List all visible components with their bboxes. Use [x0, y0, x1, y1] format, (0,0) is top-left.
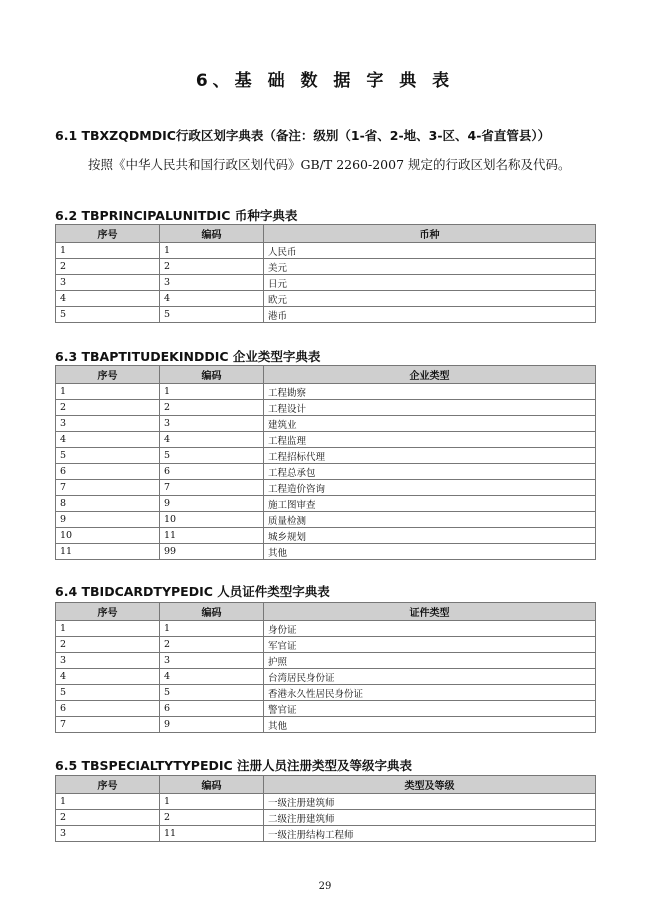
table-cell: 4 — [56, 669, 160, 685]
table-cell: 6 — [160, 701, 264, 717]
table-cell: 日元 — [264, 275, 596, 291]
table-cell: 3 — [56, 275, 160, 291]
table-cell: 4 — [160, 669, 264, 685]
table-row — [56, 243, 596, 259]
table-cell: 2 — [56, 400, 160, 416]
table-cell: 1 — [56, 794, 160, 810]
table-cell: 5 — [56, 448, 160, 464]
table-cell: 护照 — [264, 653, 596, 669]
table-cell: 2 — [160, 810, 264, 826]
column-header: 编码 — [160, 776, 264, 794]
table-cell: 3 — [56, 826, 160, 842]
table-cell: 99 — [160, 544, 264, 560]
column-header: 编码 — [160, 366, 264, 384]
table-cell: 人民币 — [264, 243, 596, 259]
table-cell: 工程造价咨询 — [264, 480, 596, 496]
table-row — [56, 496, 596, 512]
column-header: 序号 — [56, 366, 160, 384]
table-cell: 5 — [160, 685, 264, 701]
section-heading-6-4: 6.4 TBIDCARDTYPEDIC 人员证件类型字典表 — [55, 584, 330, 599]
table-cell: 7 — [56, 717, 160, 733]
id-card-type-table — [55, 602, 596, 733]
table-row — [56, 291, 596, 307]
enterprise-type-table — [55, 365, 596, 560]
page-number: 29 — [318, 881, 332, 892]
table-cell: 7 — [56, 480, 160, 496]
table-cell: 1 — [160, 621, 264, 637]
table-cell: 警官证 — [264, 701, 596, 717]
table-cell: 军官证 — [264, 637, 596, 653]
table-cell: 身份证 — [264, 621, 596, 637]
table-cell: 台湾居民身份证 — [264, 669, 596, 685]
table-row — [56, 432, 596, 448]
table-cell: 11 — [160, 826, 264, 842]
table-cell: 5 — [160, 448, 264, 464]
table-cell: 9 — [160, 496, 264, 512]
table-cell: 2 — [56, 637, 160, 653]
table-cell: 施工图审查 — [264, 496, 596, 512]
table-row — [56, 400, 596, 416]
table-cell: 7 — [160, 480, 264, 496]
table-cell: 香港永久性居民身份证 — [264, 685, 596, 701]
table-cell: 1 — [56, 243, 160, 259]
table-cell: 5 — [160, 307, 264, 323]
table-row — [56, 669, 596, 685]
table-cell: 2 — [160, 637, 264, 653]
table-row — [56, 810, 596, 826]
column-header: 序号 — [56, 225, 160, 243]
table-cell: 8 — [56, 496, 160, 512]
currency-table — [55, 224, 596, 323]
table-cell: 9 — [56, 512, 160, 528]
table-cell: 1 — [160, 794, 264, 810]
column-header: 企业类型 — [264, 366, 596, 384]
column-header: 类型及等级 — [264, 776, 596, 794]
table-cell: 10 — [160, 512, 264, 528]
table-cell: 2 — [56, 810, 160, 826]
table-header-row — [56, 776, 596, 794]
column-header: 证件类型 — [264, 603, 596, 621]
table-cell: 3 — [160, 653, 264, 669]
table-cell: 工程招标代理 — [264, 448, 596, 464]
table-row — [56, 275, 596, 291]
table-cell: 1 — [160, 384, 264, 400]
table-cell: 4 — [56, 432, 160, 448]
table-row — [56, 717, 596, 733]
table-cell: 一级注册建筑师 — [264, 794, 596, 810]
table-cell: 3 — [56, 653, 160, 669]
table-cell: 11 — [160, 528, 264, 544]
table-cell: 4 — [160, 291, 264, 307]
table-cell: 二级注册建筑师 — [264, 810, 596, 826]
table-cell: 6 — [56, 701, 160, 717]
table-cell: 工程监理 — [264, 432, 596, 448]
table-cell: 4 — [160, 432, 264, 448]
table-cell: 欧元 — [264, 291, 596, 307]
table-cell: 质量检测 — [264, 512, 596, 528]
table-cell: 1 — [160, 243, 264, 259]
table-cell: 建筑业 — [264, 416, 596, 432]
table-cell: 城乡规划 — [264, 528, 596, 544]
table-cell: 一级注册结构工程师 — [264, 826, 596, 842]
table-cell: 2 — [56, 259, 160, 275]
table-cell: 4 — [56, 291, 160, 307]
table-row — [56, 685, 596, 701]
table-cell: 工程总承包 — [264, 464, 596, 480]
table-cell: 11 — [56, 544, 160, 560]
table-cell: 5 — [56, 307, 160, 323]
table-row — [56, 384, 596, 400]
table-header-row — [56, 366, 596, 384]
table-header-row — [56, 603, 596, 621]
table-row — [56, 259, 596, 275]
table-cell: 3 — [56, 416, 160, 432]
column-header: 序号 — [56, 776, 160, 794]
table-cell: 1 — [56, 621, 160, 637]
column-header: 编码 — [160, 603, 264, 621]
section-heading-6-5: 6.5 TBSPECIALTYTYPEDIC 注册人员注册类型及等级字典表 — [55, 758, 413, 773]
table-cell: 3 — [160, 275, 264, 291]
table-cell: 2 — [160, 259, 264, 275]
table-cell: 其他 — [264, 717, 596, 733]
section-heading-6-1: 6.1 TBXZQDMDIC行政区划字典表（备注：级别（1-省、2-地、3-区、4-省直管县）） — [55, 128, 551, 143]
table-row — [56, 794, 596, 810]
table-row — [56, 621, 596, 637]
table-row — [56, 416, 596, 432]
table-cell: 3 — [160, 416, 264, 432]
section-note-6-1: 按照《中华人民共和国行政区划代码》GB/T 2260-2007 规定的行政区划名称及代码。 — [88, 157, 571, 172]
table-cell: 10 — [56, 528, 160, 544]
column-header: 序号 — [56, 603, 160, 621]
table-row — [56, 653, 596, 669]
section-heading-6-2: 6.2 TBPRINCIPALUNITDIC 币种字典表 — [55, 208, 298, 223]
table-cell: 港币 — [264, 307, 596, 323]
column-header: 币种 — [264, 225, 596, 243]
table-cell: 1 — [56, 384, 160, 400]
table-cell: 5 — [56, 685, 160, 701]
table-cell: 9 — [160, 717, 264, 733]
table-row — [56, 528, 596, 544]
table-cell: 其他 — [264, 544, 596, 560]
table-cell: 2 — [160, 400, 264, 416]
table-row — [56, 464, 596, 480]
table-row — [56, 512, 596, 528]
table-row — [56, 637, 596, 653]
table-cell: 美元 — [264, 259, 596, 275]
table-row — [56, 544, 596, 560]
table-cell: 工程勘察 — [264, 384, 596, 400]
page-title: 6、基 础 数 据 字 典 表 — [195, 71, 455, 91]
table-row — [56, 480, 596, 496]
specialty-type-table — [55, 775, 596, 842]
section-heading-6-3: 6.3 TBAPTITUDEKINDDIC 企业类型字典表 — [55, 349, 321, 364]
table-row — [56, 701, 596, 717]
table-cell: 6 — [160, 464, 264, 480]
table-cell: 6 — [56, 464, 160, 480]
table-row — [56, 448, 596, 464]
table-cell: 工程设计 — [264, 400, 596, 416]
table-row — [56, 307, 596, 323]
column-header: 编码 — [160, 225, 264, 243]
table-row — [56, 826, 596, 842]
table-header-row — [56, 225, 596, 243]
